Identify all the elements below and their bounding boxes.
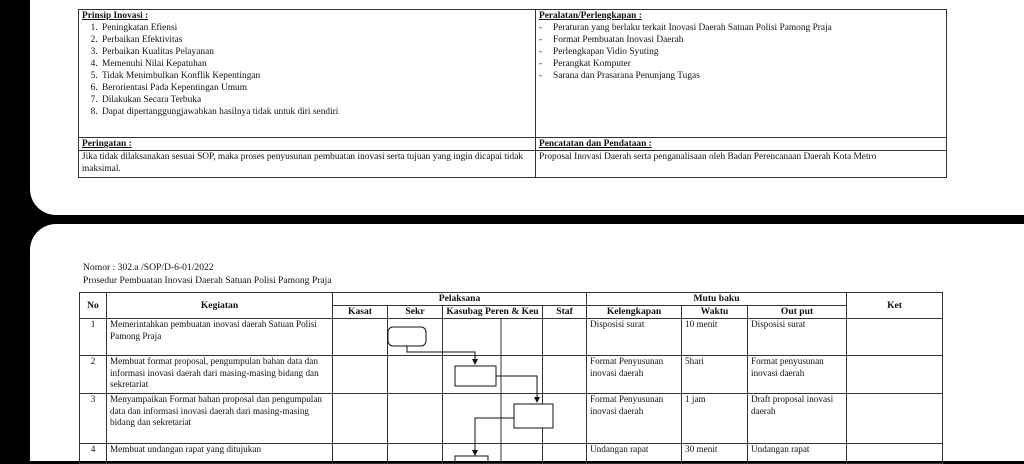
row-output: Disposisi surat	[748, 319, 847, 356]
row-kegiatan: Membuat format proposal, pengumpulan bahan data dan informasi inovasi daerah dari masing-masing bidang dan sekretariat	[107, 356, 333, 394]
row-waktu: 30 menit	[682, 444, 748, 464]
row-kegiatan: Menyampaikan Format bahan proposal dan pengumpulan data dan informasi inovasi daerah dari masing-masing bidang dan sekretariat	[107, 394, 333, 444]
prinsip-inovasi-cell	[79, 10, 536, 138]
header-sekr: Sekr	[388, 306, 443, 319]
peringatan-header-cell	[79, 138, 536, 151]
peralatan-list	[539, 22, 943, 82]
document-number: Nomor : 302.a /SOP/D-6-01/2022	[83, 262, 214, 273]
table-row	[80, 319, 943, 356]
row-no: 3	[80, 394, 107, 444]
row-waktu: 10 menit	[682, 319, 748, 356]
list-item: 7. Dilakukan Secara Terbuka	[100, 94, 532, 106]
sop-procedure-table	[79, 292, 943, 464]
row-waktu: 1 jam	[682, 394, 748, 444]
prinsip-inovasi-header: Prinsip Inovasi :	[82, 11, 149, 21]
header-output: Out put	[748, 306, 847, 319]
row-no: 2	[80, 356, 107, 394]
row-output: Undangan rapat	[748, 444, 847, 464]
table-row	[80, 356, 943, 394]
list-item: - Peraturan yang berlaku terkait Inovasi Daerah Satuan Polisi Pamong Praja	[539, 22, 943, 34]
row-output: Draft proposal inovasi daerah	[748, 394, 847, 444]
list-item: - Sarana dan Prasarana Penunjang Tugas	[539, 70, 943, 82]
peralatan-header: Peralatan/Perlengkapan :	[539, 11, 642, 21]
header-staf: Staf	[543, 306, 587, 319]
list-item: - Perangkat Komputer	[539, 58, 943, 70]
list-item: - Perlengkapan Vidio Syuting	[539, 46, 943, 58]
row-output: Format penyusunan inovasi daerah	[748, 356, 847, 394]
row-kegiatan: Memerintahkan pembuatan inovasi daerah Satuan Polisi Pamong Praja	[107, 319, 333, 356]
prinsip-inovasi-list	[82, 22, 532, 118]
pencatatan-text: Proposal Inovasi Daerah serta penganalisaan oleh Badan Perencanaan Daerah Kota Metro	[536, 151, 947, 178]
pencatatan-header: Pencatatan dan Pendataan :	[539, 139, 652, 149]
peringatan-text: Jika tidak dilaksanakan sesuai SOP, maka proses penyusunan pembuatan inovasi serta tujuan yang ingin dicapai tidak maksimal.	[79, 151, 536, 178]
peringatan-header: Peringatan :	[82, 139, 132, 149]
list-item: - Format Pembuatan Inovasi Daerah	[539, 34, 943, 46]
row-no: 4	[80, 444, 107, 464]
pencatatan-header-cell	[536, 138, 947, 151]
list-item: 6. Berorientasi Pada Kepentingan Umum	[100, 82, 532, 94]
list-item: 8. Dapat dipertanggungjawabkan hasilnya tidak untuk diri sendiri	[100, 106, 532, 118]
row-kegiatan: Membuat undangan rapat yang ditujukan	[107, 444, 333, 464]
list-item: 3. Perbaikan Kualitas Pelayanan	[100, 46, 532, 58]
row-kelengkapan: Format Penyusunan inovasi daerah	[587, 394, 682, 444]
row-kelengkapan: Disposisi surat	[587, 319, 682, 356]
row-waktu: 5hari	[682, 356, 748, 394]
header-kasubag: Kasubag Peren & Keu	[443, 306, 543, 319]
document-title: Prosedur Pembuatan Inovasi Daerah Satuan Polisi Pamong Praja	[83, 275, 332, 286]
peralatan-cell	[536, 10, 947, 138]
row-no: 1	[80, 319, 107, 356]
header-kegiatan: Kegiatan	[107, 293, 333, 319]
list-item: 4. Memenuhi Nilai Kepatuhan	[100, 58, 532, 70]
table-row	[80, 394, 943, 444]
header-waktu: Waktu	[682, 306, 748, 319]
header-no: No	[80, 293, 107, 319]
header-mutu-baku: Mutu baku	[587, 293, 847, 306]
row-kelengkapan: Format Penyusunan inovasi daerah	[587, 356, 682, 394]
header-kelengkapan: Kelengkapan	[587, 306, 682, 319]
sop-info-table	[78, 9, 947, 178]
header-pelaksana: Pelaksana	[333, 293, 587, 306]
list-item: 5. Tidak Menimbulkan Konflik Kepentingan	[100, 70, 532, 82]
row-kelengkapan: Undangan rapat	[587, 444, 682, 464]
list-item: 2. Perbaikan Efektivitas	[100, 34, 532, 46]
list-item: 1. Peningkatan Efiensi	[100, 22, 532, 34]
header-kasat: Kasat	[333, 306, 388, 319]
header-ket: Ket	[847, 293, 943, 319]
